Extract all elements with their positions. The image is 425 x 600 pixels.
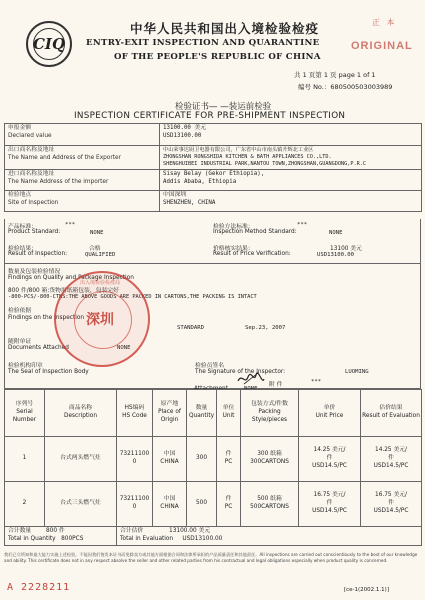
description-cell: 台式两头燃气灶 <box>45 437 117 482</box>
header-packing: 包装方式/件数 Packing Style/pieces <box>241 390 299 437</box>
price-verification-value-2: USD13100.00 <box>317 252 355 258</box>
serial-cell: 2 <box>5 482 45 527</box>
importer-row <box>5 170 422 191</box>
importer-value: Sisay Belay (Gekor Ethiopia), Addis Ababa, Ethiopia <box>160 170 422 191</box>
declared-value: 13100.00 美元 USD13100.00 <box>160 124 422 146</box>
certificate-title-en: INSPECTION CERTIFICATE FOR PRE-SHIPMENT INSPECTION <box>74 111 346 121</box>
unit-cell: 件 PC <box>217 437 241 482</box>
seal-label-cn: 检验机构印章 <box>8 363 43 369</box>
findings-line-2: -800-PCS/-800-CTNS:THE ABOVE GOODS ARE PACKED IN CARTONS,THE PACKING IS INTACT <box>8 294 257 300</box>
product-standard-value-1: *** <box>65 222 76 228</box>
quantity-cell: 300 <box>187 437 217 482</box>
exporter-label: 出口商名称及地址 The Name and Address of the Exporter <box>5 146 160 170</box>
goods-table <box>4 389 422 546</box>
footer-disclaimer: 我们已尽所知和最大能力实施上述检验，不能因我们签发本证书而免除卖方或其他方面根据合同和法律所承担的产品质量责任和其他责任。All inspections are carried out conscientiously to the best of our knowledge and ability. This certificate does not in any respect absolve the seller and other related parties from his contractual and legal obligations especially when product quality is concerned. <box>4 552 418 563</box>
exporter-row <box>5 146 422 170</box>
price-verification-label-en: Result of Price Verification: <box>213 251 291 257</box>
header-unit: 单位 Unit <box>217 390 241 437</box>
original-mark-cn: 正 本 <box>372 18 397 27</box>
documents-value: NONE <box>117 345 131 351</box>
site-row <box>5 191 422 212</box>
declared-value-row <box>5 124 422 146</box>
header-hs-code: HS编码 HS Code <box>117 390 153 437</box>
inspection-seal-stamp <box>54 271 150 367</box>
site-label: 检验地点 Site of Inspection <box>5 191 160 212</box>
exporter-value: 中山荣事达厨卫电器有限公司，广东省中山市南头镇升辉北工业区 ZHONGSHAN RONGSHIDA KITCHEN & BATH APPLIANCES CO.,LTD. SHENGHUIBEI INDUSTRIAL PARK,NANTOU TOWN,ZHONGSHAN,GUANGDONG,P.R.C <box>160 146 422 170</box>
serial-cell: 1 <box>5 437 45 482</box>
header-description: 商品名称 Description <box>45 390 117 437</box>
product-standard-label-en: Product Standard: <box>8 229 61 235</box>
signature-label-en: The Signature of the Inspector: <box>195 369 286 375</box>
seal-ring-text: 出入境检验检疫局 <box>80 280 121 286</box>
method-standard-label-en: Inspection Method Standard: <box>213 229 297 235</box>
header-title-en-line1: ENTRY-EXIT INSPECTION AND QUARANTINE <box>86 38 320 48</box>
documents-label-cn: 随附单证 <box>8 339 32 345</box>
header-origin: 原产地 Place of Origin <box>153 390 187 437</box>
info-grid <box>4 123 422 212</box>
divider <box>5 263 420 264</box>
page-count: 共 1 页第 1 页 page 1 of 1 <box>294 71 376 79</box>
ciq-logo <box>26 21 72 67</box>
certificate-title-cn: 检验证书— —装运前检验 <box>175 102 272 112</box>
table-row <box>5 437 422 482</box>
declared-value-label: 申报金额 Declared value <box>5 124 160 146</box>
method-standard-value-2: NONE <box>329 230 343 236</box>
result-label-cn: 检验结果： <box>8 246 37 252</box>
total-quantity: 合计数量 800 件 Total in Quantity 800PCS <box>5 527 117 546</box>
header-serial: 序列号 Serial Number <box>5 390 45 437</box>
price-verification-label-cn: 价格核实结果： <box>213 246 254 252</box>
certificate-serial: A 2228211 <box>7 582 71 593</box>
result-label-en: Result of Inspection: <box>8 251 68 257</box>
product-standard-label-cn: 产品标准： <box>8 224 37 230</box>
unit-price-cell: 14.25 美元/ 件 USD14.5/PC <box>299 437 361 482</box>
packing-cell: 300 纸箱 300CARTONS <box>241 437 299 482</box>
quantity-cell: 500 <box>187 482 217 527</box>
product-standard-value-2: NONE <box>90 230 104 236</box>
hs-code-cell: 73211100 0 <box>117 437 153 482</box>
totals-row <box>5 527 422 546</box>
origin-cell: 中国 CHINA <box>153 437 187 482</box>
basis-value-2: Sep.23, 2007 <box>245 325 286 331</box>
seal-text: 深圳 <box>86 312 114 328</box>
findings-label-en: Findings on Quality and Package Inspection <box>8 275 134 281</box>
unit-cell: 件 PC <box>217 482 241 527</box>
description-cell: 台式三头燃气灶 <box>45 482 117 527</box>
attachment-label-cn: 附 件 <box>269 382 283 388</box>
importer-label: 进口商名称及地址 The Name Address of the importer <box>5 170 160 191</box>
evaluation-cell: 16.75 美元/ 件 USD14.5/PC <box>361 482 422 527</box>
site-value: 中国深圳 SHENZHEN, CHINA <box>160 191 422 212</box>
header-evaluation: 估价结果 Result of Evaluation <box>361 390 422 437</box>
ciq-logo-text: CIQ <box>33 28 65 60</box>
original-mark-en: ORIGINAL <box>351 40 413 52</box>
form-code: [ce-1(2002.1.1)] <box>344 587 389 593</box>
origin-cell: 中国 CHINA <box>153 482 187 527</box>
inspector-signature <box>236 371 266 387</box>
header-title-cn: 中华人民共和国出入境检验检疫 <box>130 21 320 36</box>
findings-label-cn: 数量及包装检验情况 <box>8 269 61 275</box>
basis-value-1: STANDARD <box>177 325 204 331</box>
evaluation-cell: 14.25 美元/ 件 USD14.5/PC <box>361 437 422 482</box>
packing-cell: 500 纸箱 500CARTONS <box>241 482 299 527</box>
method-standard-label-cn: 检验方法标准： <box>213 224 254 230</box>
certificate-sheet <box>4 3 421 597</box>
header-unit-price: 单价 Unit Price <box>299 390 361 437</box>
goods-header-row <box>5 390 422 437</box>
price-verification-value-1: 13100 美元 <box>330 246 362 252</box>
attachment-value-2: NONE <box>244 386 258 392</box>
unit-price-cell: 16.75 美元/ 件 USD14.5/PC <box>299 482 361 527</box>
table-row <box>5 482 422 527</box>
findings-line-1: 800 件/800 箱:货物用纸箱包装，包装完好 <box>8 288 119 294</box>
inspector-name: LUOMING <box>345 369 369 375</box>
basis-label-en: Findings on the Inspection <box>8 315 85 321</box>
result-value-2: QUALIFIED <box>85 252 116 258</box>
attachment-value-1: *** <box>311 379 322 385</box>
header-title-en-line2: OF THE PEOPLE'S REPUBLIC OF CHINA <box>114 52 321 62</box>
method-standard-value-1: *** <box>297 222 308 228</box>
hs-code-cell: 73211100 0 <box>117 482 153 527</box>
total-evaluation: 合计估价 13100.00 美元 Total in Evaluation USD13100.00 <box>117 527 422 546</box>
header-quantity: 数量 Quantity <box>187 390 217 437</box>
basis-label-cn: 检验依据 <box>8 308 32 314</box>
result-value-1: 合格 <box>89 246 101 252</box>
certificate-number: 编号 No.：680500503003989 <box>298 83 393 91</box>
seal-label-en: The Seal of Inspection Body <box>8 369 89 375</box>
attachment-label-en: Attachment <box>194 386 228 392</box>
documents-label-en: Documents Attached <box>8 345 69 351</box>
signature-label-cn: 检验员签名 <box>195 363 224 369</box>
